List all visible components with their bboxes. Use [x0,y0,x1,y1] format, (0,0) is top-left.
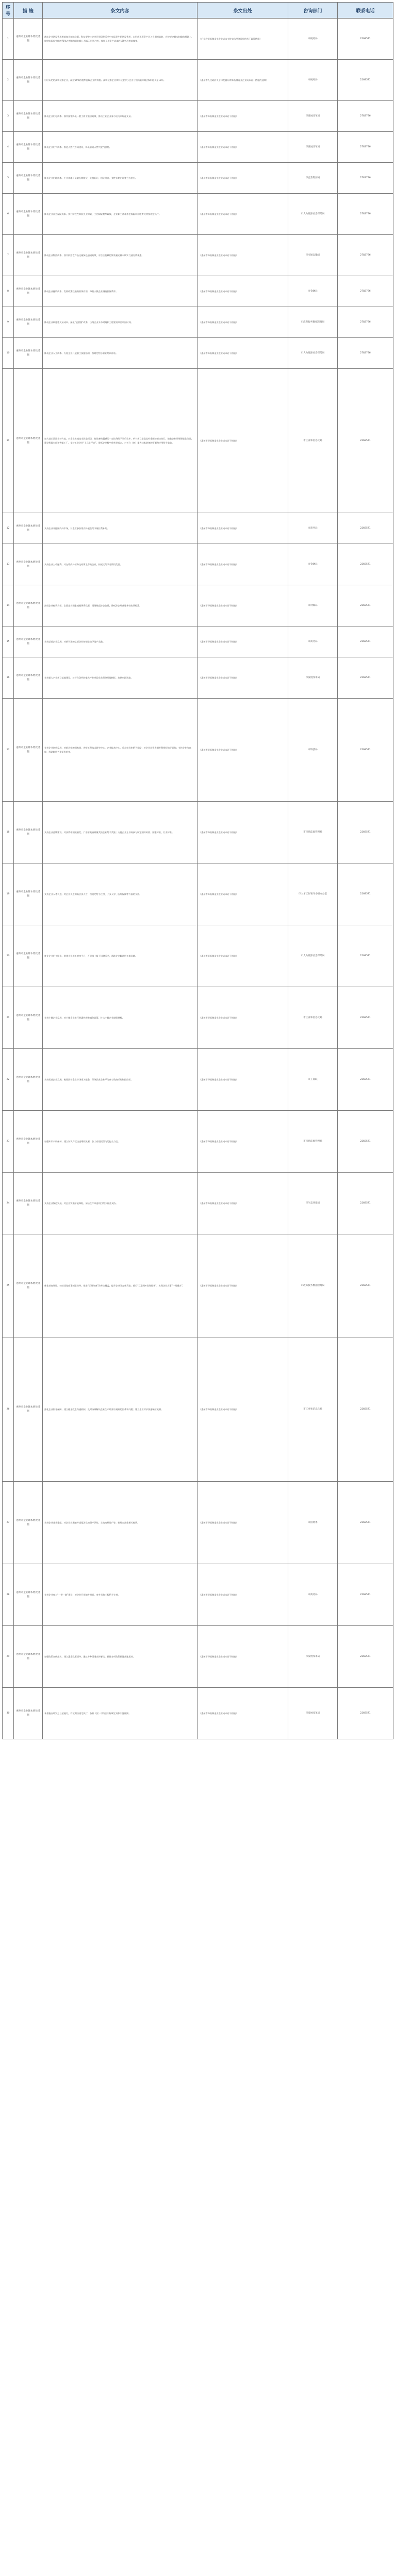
row-measure-name: 惠州市企业降本增效措施 [14,235,43,276]
row-serial-number: 5 [3,163,14,194]
row-measure-name: 惠州市企业降本增效措施 [14,1482,43,1564]
row-contact-phone: 2268571 [338,544,393,585]
row-consulting-dept: 市市场监督管理局 [288,1111,338,1173]
row-clause-source: 《惠州市降低制造业企业成本若干措施》 [198,307,288,338]
row-clause-source: 《惠州市降低制造业企业成本若干措施》 [198,1173,288,1234]
policy-table [2,2,393,1739]
row-contact-phone: 2268571 [338,1234,393,1337]
row-clause-content: 降低企业社会保险成本。执行阶段性降低失业保险、工伤保险费率政策，企业职工基本养老保险单位缴费比例按规定执行。 [43,194,198,235]
row-contact-phone: 2268571 [338,863,393,925]
row-serial-number: 17 [3,699,14,802]
row-clause-source: 《惠州市人民政府关于印发惠州市降低制造业企业成本若干措施的通知》 [198,60,288,101]
row-consulting-dept: 市金融局 [288,276,338,307]
row-consulting-dept: 市税务局 [288,60,338,101]
row-consulting-dept: 市科技局 [288,699,338,802]
table-row [3,987,393,1049]
row-contact-phone: 2268571 [338,369,393,513]
row-serial-number: 15 [3,626,14,657]
row-clause-content: 支持企业开拓国内外市场，对企业参加境内外展会给予展位费补助。 [43,513,198,544]
table-row [3,863,393,925]
header-clause-source: 条文出处 [198,3,288,19]
table-row [3,1626,393,1688]
table-row [3,585,393,626]
table-header [3,3,393,19]
row-clause-source: 《惠州市降低制造业企业成本若干措施》 [198,699,288,802]
table-row [3,338,393,369]
row-clause-content: 加大技术改造支持力度。对企业实施技术改造项目，按设备购置额的一定比例给予事后奖补，单个项目最高奖补金额按规定执行。鼓励企业开展智能化改造，建设智能车间和智能工厂。支持工业企业“上云上平台”，降低企业数字化转型成本。对首台（套）重大技术装备的研制和应用给予奖励。 [43,369,198,513]
row-clause-content: 支持企业参与“一带一路”建设，对企业开展境外投资、对外承包工程给予支持。 [43,1564,198,1626]
row-serial-number: 20 [3,925,14,987]
table-row [3,276,393,307]
row-measure-name: 惠州市企业降本增效措施 [14,1111,43,1173]
row-serial-number: 24 [3,1173,14,1234]
row-clause-content: 支持企业上市融资。对在境内外证券交易所上市的企业，按规定给予分阶段奖励。 [43,544,198,585]
row-consulting-dept: 市发展改革局 [288,1626,338,1688]
row-clause-source: 《惠州市降低制造业企业成本若干措施》 [198,987,288,1049]
table-row [3,1688,393,1739]
row-clause-source: 《惠州市降低制造业企业成本若干措施》 [198,1234,288,1337]
row-contact-phone: 2782796 [338,132,393,163]
row-clause-content: 支持小微企业发展。对小微企业实行普惠性税收减免政策，扩大小微企业融资规模。 [43,987,198,1049]
row-contact-phone: 2268571 [338,802,393,863]
row-consulting-dept: 市工业和信息化局 [288,369,338,513]
row-clause-content: 支持民营企业发展。破除民营企业市场准入壁垒，保障民营企业平等参与政府采购和招投标。 [43,1049,198,1111]
row-contact-phone: 2268571 [338,925,393,987]
row-serial-number: 14 [3,585,14,626]
row-consulting-dept: 市政务服务数据管理局 [288,307,338,338]
row-contact-phone: 2268571 [338,1049,393,1111]
table-row [3,1337,393,1482]
row-measure-name: 惠州市企业降本增效措施 [14,987,43,1049]
row-clause-content: 优化营商环境。持续深化商事制度改革，推进“证照分离”改革全覆盖，提升企业开办便利度；推行“互联网+政务服务”，实现企业办事“一网通办”。 [43,1234,198,1337]
table-row [3,101,393,132]
row-clause-content: 降低企业制度性交易成本。深化“放管服”改革，压缩企业开办时间和工程建设项目审批时间。 [43,307,198,338]
row-contact-phone: 2268571 [338,60,393,101]
row-clause-source: 《惠州市降低制造业企业成本若干措施》 [198,1337,288,1482]
row-measure-name: 惠州市企业降本增效措施 [14,132,43,163]
row-consulting-dept: 市工业和信息化局 [288,1337,338,1482]
row-contact-phone: 2782796 [338,235,393,276]
row-clause-source: 《惠州市降低制造业企业成本若干措施》 [198,276,288,307]
row-clause-source: 《惠州市降低制造业企业成本若干措施》 [198,101,288,132]
row-clause-content: 优化企业用工服务。搭建企业用工对接平台，开展线上线下招聘活动，帮助企业解决招工难问题。 [43,925,198,987]
row-consulting-dept: 市国资委 [288,1482,338,1564]
table-row [3,307,393,338]
table-body [3,19,393,1739]
row-clause-content: 支持总部企业发展。对新引进的总部企业按规定给予落户奖励。 [43,626,198,657]
row-contact-phone: 2268571 [338,987,393,1049]
table-row [3,19,393,60]
row-serial-number: 19 [3,863,14,925]
row-consulting-dept: 市自然资源局 [288,163,338,194]
row-consulting-dept: 市金融局 [288,544,338,585]
row-clause-source: 《惠州市降低制造业企业成本若干措施》 [198,338,288,369]
row-serial-number: 28 [3,1564,14,1626]
table-row [3,60,393,101]
row-measure-name: 惠州市企业降本增效措施 [14,163,43,194]
row-measure-name: 惠州市企业降本增效措施 [14,369,43,513]
row-contact-phone: 2782796 [338,307,393,338]
row-measure-name: 惠州市企业降本增效措施 [14,60,43,101]
row-consulting-dept: 市商务局 [288,513,338,544]
row-clause-source: 《惠州市降低制造业企业成本若干措施》 [198,1688,288,1739]
row-serial-number: 7 [3,235,14,276]
row-measure-name: 惠州市企业降本增效措施 [14,101,43,132]
row-serial-number: 23 [3,1111,14,1173]
table-row [3,132,393,163]
row-consulting-dept: 市工商联 [288,1049,338,1111]
row-clause-source: 《惠州市降低制造业企业成本若干措施》 [198,513,288,544]
row-clause-source: 《惠州市降低制造业企业成本若干措施》 [198,585,288,626]
row-measure-name: 惠州市企业降本增效措施 [14,863,43,925]
row-measure-name: 惠州市企业降本增效措施 [14,626,43,657]
row-contact-phone: 2782796 [338,194,393,235]
row-clause-source: 《惠州市降低制造业企业成本若干措施》 [198,1564,288,1626]
row-serial-number: 21 [3,987,14,1049]
row-serial-number: 4 [3,132,14,163]
row-contact-phone: 2268571 [338,626,393,657]
row-serial-number: 13 [3,544,14,585]
header-contact-phone: 联系电话 [338,3,393,19]
row-contact-phone: 2268571 [338,1337,393,1482]
row-clause-content: 加强知识产权保护。建立知识产权快速维权机制，加大对侵权行为的打击力度。 [43,1111,198,1173]
row-clause-content: 支持企业创新发展。对新认定的国家级、省级工程技术研究中心、企业技术中心、重点实验室给予奖励；对企业获得发明专利授权给予资助；支持企业与高校、科研院所共建研发机构。 [43,699,198,802]
table-row [3,1049,393,1111]
table-row [3,657,393,699]
row-measure-name: 惠州市企业降本增效措施 [14,699,43,802]
row-clause-source: 《惠州市降低制造业企业成本若干措施》 [198,194,288,235]
row-consulting-dept: 市发展改革局 [288,132,338,163]
row-serial-number: 12 [3,513,14,544]
header-row [3,3,393,19]
row-measure-name: 惠州市企业降本增效措施 [14,338,43,369]
row-contact-phone: 2782796 [338,338,393,369]
row-clause-content: 减轻企业税费负担。全面落实国家减税降费政策，清理规范涉企收费，降低涉企经营服务性收费标准。 [43,585,198,626]
row-consulting-dept: 市人力资源社会保障局 [288,194,338,235]
row-clause-content: 降低企业用气成本。推进天然气管网建设，降低管道天然气配气价格。 [43,132,198,163]
row-serial-number: 25 [3,1234,14,1337]
row-contact-phone: 2268571 [338,19,393,60]
row-serial-number: 8 [3,276,14,307]
row-serial-number: 30 [3,1688,14,1739]
row-measure-name: 惠州市企业降本增效措施 [14,802,43,863]
header-consulting-dept: 咨询部门 [288,3,338,19]
row-clause-content: 落实企业研发费用税前加计扣除政策。科技型中小企业开展研发活动中实际发生的研发费用，未形成无形资产计入当期损益的，在按规定据实扣除的基础上，按照实际发生额的75%在税前加计扣除；形成无形资产的，按照无形资产成本的175%在税前摊销。 [43,19,198,60]
table-row [3,925,393,987]
row-consulting-dept: 市税务局 [288,19,338,60]
header-serial-number: 序号 [3,3,14,19]
row-clause-content: 降低企业融资成本。发挥政策性融资担保作用，降低小微企业融资担保费率。 [43,276,198,307]
row-contact-phone: 2268571 [338,1173,393,1234]
row-clause-source: 《惠州市降低制造业企业成本若干措施》 [198,544,288,585]
row-measure-name: 惠州市企业降本增效措施 [14,1234,43,1337]
table-row [3,1234,393,1337]
table-row [3,699,393,802]
row-serial-number: 6 [3,194,14,235]
row-consulting-dept: 市市场监督管理局 [288,802,338,863]
row-clause-content: 降低企业用地成本。工业用地可采取长期租赁、先租后让、租让结合、弹性年期出让等方式供应。 [43,163,198,194]
header-measure: 措 施 [14,3,43,19]
row-contact-phone: 2268571 [338,699,393,802]
row-clause-source: 《惠州市降低制造业企业成本若干措施》 [198,1626,288,1688]
table-row [3,1482,393,1564]
table-row [3,1173,393,1234]
row-consulting-dept: 市财政局 [288,585,338,626]
row-measure-name: 惠州市企业降本增效措施 [14,307,43,338]
row-measure-name: 惠州市企业降本增效措施 [14,513,43,544]
row-clause-source: 《广东省降低制造业企业成本支持实体经济发展的若干政策措施》 [198,19,288,60]
row-consulting-dept: 市商务局 [288,626,338,657]
row-measure-name: 惠州市企业降本增效措施 [14,1337,43,1482]
row-clause-source: 《惠州市降低制造业企业成本若干措施》 [198,925,288,987]
row-serial-number: 29 [3,1626,14,1688]
row-contact-phone: 2268571 [338,513,393,544]
table-row [3,513,393,544]
row-serial-number: 1 [3,19,14,60]
row-clause-content: 支持企业兼并重组。对企业实施兼并重组涉及的资产评估、土地房屋过户等，按规定减免相关税费。 [43,1482,198,1564]
row-consulting-dept: 市交通运输局 [288,235,338,276]
row-measure-name: 惠州市企业降本增效措施 [14,276,43,307]
row-serial-number: 26 [3,1337,14,1482]
row-serial-number: 18 [3,802,14,863]
row-clause-source: 《惠州市降低制造业企业成本若干措施》 [198,132,288,163]
row-consulting-dept: 市商务局 [288,1564,338,1626]
row-clause-content: 支持企业品牌建设。对获得中国质量奖、广东省政府质量奖的企业给予奖励；支持企业主导或参与制定国际标准、国家标准、行业标准。 [43,802,198,863]
row-contact-phone: 2268571 [338,585,393,626]
row-clause-source: 《惠州市降低制造业企业成本若干措施》 [198,863,288,925]
row-clause-source: 《惠州市降低制造业企业成本若干措施》 [198,657,288,699]
row-measure-name: 惠州市企业降本增效措施 [14,1049,43,1111]
row-serial-number: 11 [3,369,14,513]
row-consulting-dept: 市人力资源社会保障局 [288,338,338,369]
row-measure-name: 惠州市企业降本增效措施 [14,1626,43,1688]
row-clause-source: 《惠州市降低制造业企业成本若干措施》 [198,626,288,657]
row-clause-content: 降低企业用电成本。落实国家降低一般工商业电价政策，推动工业企业参与电力市场化交易。 [43,101,198,132]
row-consulting-dept: 市发展改革局 [288,101,338,132]
table-row [3,1111,393,1173]
row-measure-name: 惠州市企业降本增效措施 [14,1173,43,1234]
row-contact-phone: 2268571 [338,1482,393,1564]
row-contact-phone: 2268571 [338,1111,393,1173]
row-measure-name: 惠州市企业降本增效措施 [14,925,43,987]
row-clause-source: 《惠州市降低制造业企业成本若干措施》 [198,163,288,194]
row-measure-name: 惠州市企业降本增效措施 [14,544,43,585]
row-clause-content: 本措施自印发之日起施行，有效期按规定执行。各县（区）可结合实际制定具体实施细则。 [43,1688,198,1739]
row-measure-name: 惠州市企业降本增效措施 [14,585,43,626]
row-clause-source: 《惠州市降低制造业企业成本若干措施》 [198,369,288,513]
table-row [3,544,393,585]
row-contact-phone: 2782796 [338,163,393,194]
row-consulting-dept: 市人才工作领导小组办公室 [288,863,338,925]
table-row [3,1564,393,1626]
row-serial-number: 2 [3,60,14,101]
row-clause-content: 对经认定的高新技术企业，减按15%的税率征收企业所得税。高新技术企业和科技型中小企业亏损结转年限由5年延长至10年。 [43,60,198,101]
row-contact-phone: 2268571 [338,1564,393,1626]
row-clause-source: 《惠州市降低制造业企业成本若干措施》 [198,1482,288,1564]
row-serial-number: 16 [3,657,14,699]
row-serial-number: 10 [3,338,14,369]
row-consulting-dept: 市政务服务数据管理局 [288,1234,338,1337]
row-clause-source: 《惠州市降低制造业企业成本若干措施》 [198,1111,288,1173]
row-measure-name: 惠州市企业降本增效措施 [14,1564,43,1626]
table-row [3,235,393,276]
row-consulting-dept: 市发展改革局 [288,1688,338,1739]
row-clause-content: 支持企业人才引进。对企业引进的高层次人才，按规定给予住房、子女入学、医疗保障等方面的支持。 [43,863,198,925]
table-row [3,163,393,194]
row-clause-content: 加强政策宣传落实。建立惠企政策清单，通过多种渠道宣传解读，确保各项政策措施落地见效。 [43,1626,198,1688]
row-clause-source: 《惠州市降低制造业企业成本若干措施》 [198,802,288,863]
row-contact-phone: 2782796 [338,101,393,132]
row-measure-name: 惠州市企业降本增效措施 [14,194,43,235]
row-clause-source: 《惠州市降低制造业企业成本若干措施》 [198,235,288,276]
row-measure-name: 惠州市企业降本增效措施 [14,1688,43,1739]
row-clause-content: 强化企业服务保障。建立健全政企沟通机制，及时协调解决企业生产经营中遇到的困难和问题；建立企业诉求快速响应机制。 [43,1337,198,1482]
row-consulting-dept: 市工业和信息化局 [288,987,338,1049]
row-clause-content: 支持重大产业项目落地建设，对符合条件的重大产业项目优先保障用地指标，加快审批进度。 [43,657,198,699]
row-serial-number: 22 [3,1049,14,1111]
row-clause-content: 支持企业绿色发展。对企业实施节能降耗、清洁生产改造项目给予资金支持。 [43,1173,198,1234]
row-measure-name: 惠州市企业降本增效措施 [14,19,43,60]
row-clause-content: 降低企业物流成本。落实鲜活农产品运输绿色通道政策，对合法装载的集装箱运输车辆实行通行费优惠。 [43,235,198,276]
row-contact-phone: 2268571 [338,657,393,699]
row-measure-name: 惠州市企业降本增效措施 [14,657,43,699]
header-clause-content: 条文内容 [43,3,198,19]
row-contact-phone: 2782796 [338,276,393,307]
row-contact-phone: 2268571 [338,1688,393,1739]
row-clause-content: 降低企业人工成本。支持企业开展职工技能培训，按规定给予职业培训补贴。 [43,338,198,369]
row-consulting-dept: 市人力资源社会保障局 [288,925,338,987]
row-contact-phone: 2268571 [338,1626,393,1688]
table-row [3,626,393,657]
row-clause-source: 《惠州市降低制造业企业成本若干措施》 [198,1049,288,1111]
row-consulting-dept: 市发展改革局 [288,657,338,699]
table-row [3,369,393,513]
table-row [3,802,393,863]
row-consulting-dept: 市生态环境局 [288,1173,338,1234]
row-serial-number: 9 [3,307,14,338]
table-row [3,194,393,235]
row-serial-number: 27 [3,1482,14,1564]
row-serial-number: 3 [3,101,14,132]
